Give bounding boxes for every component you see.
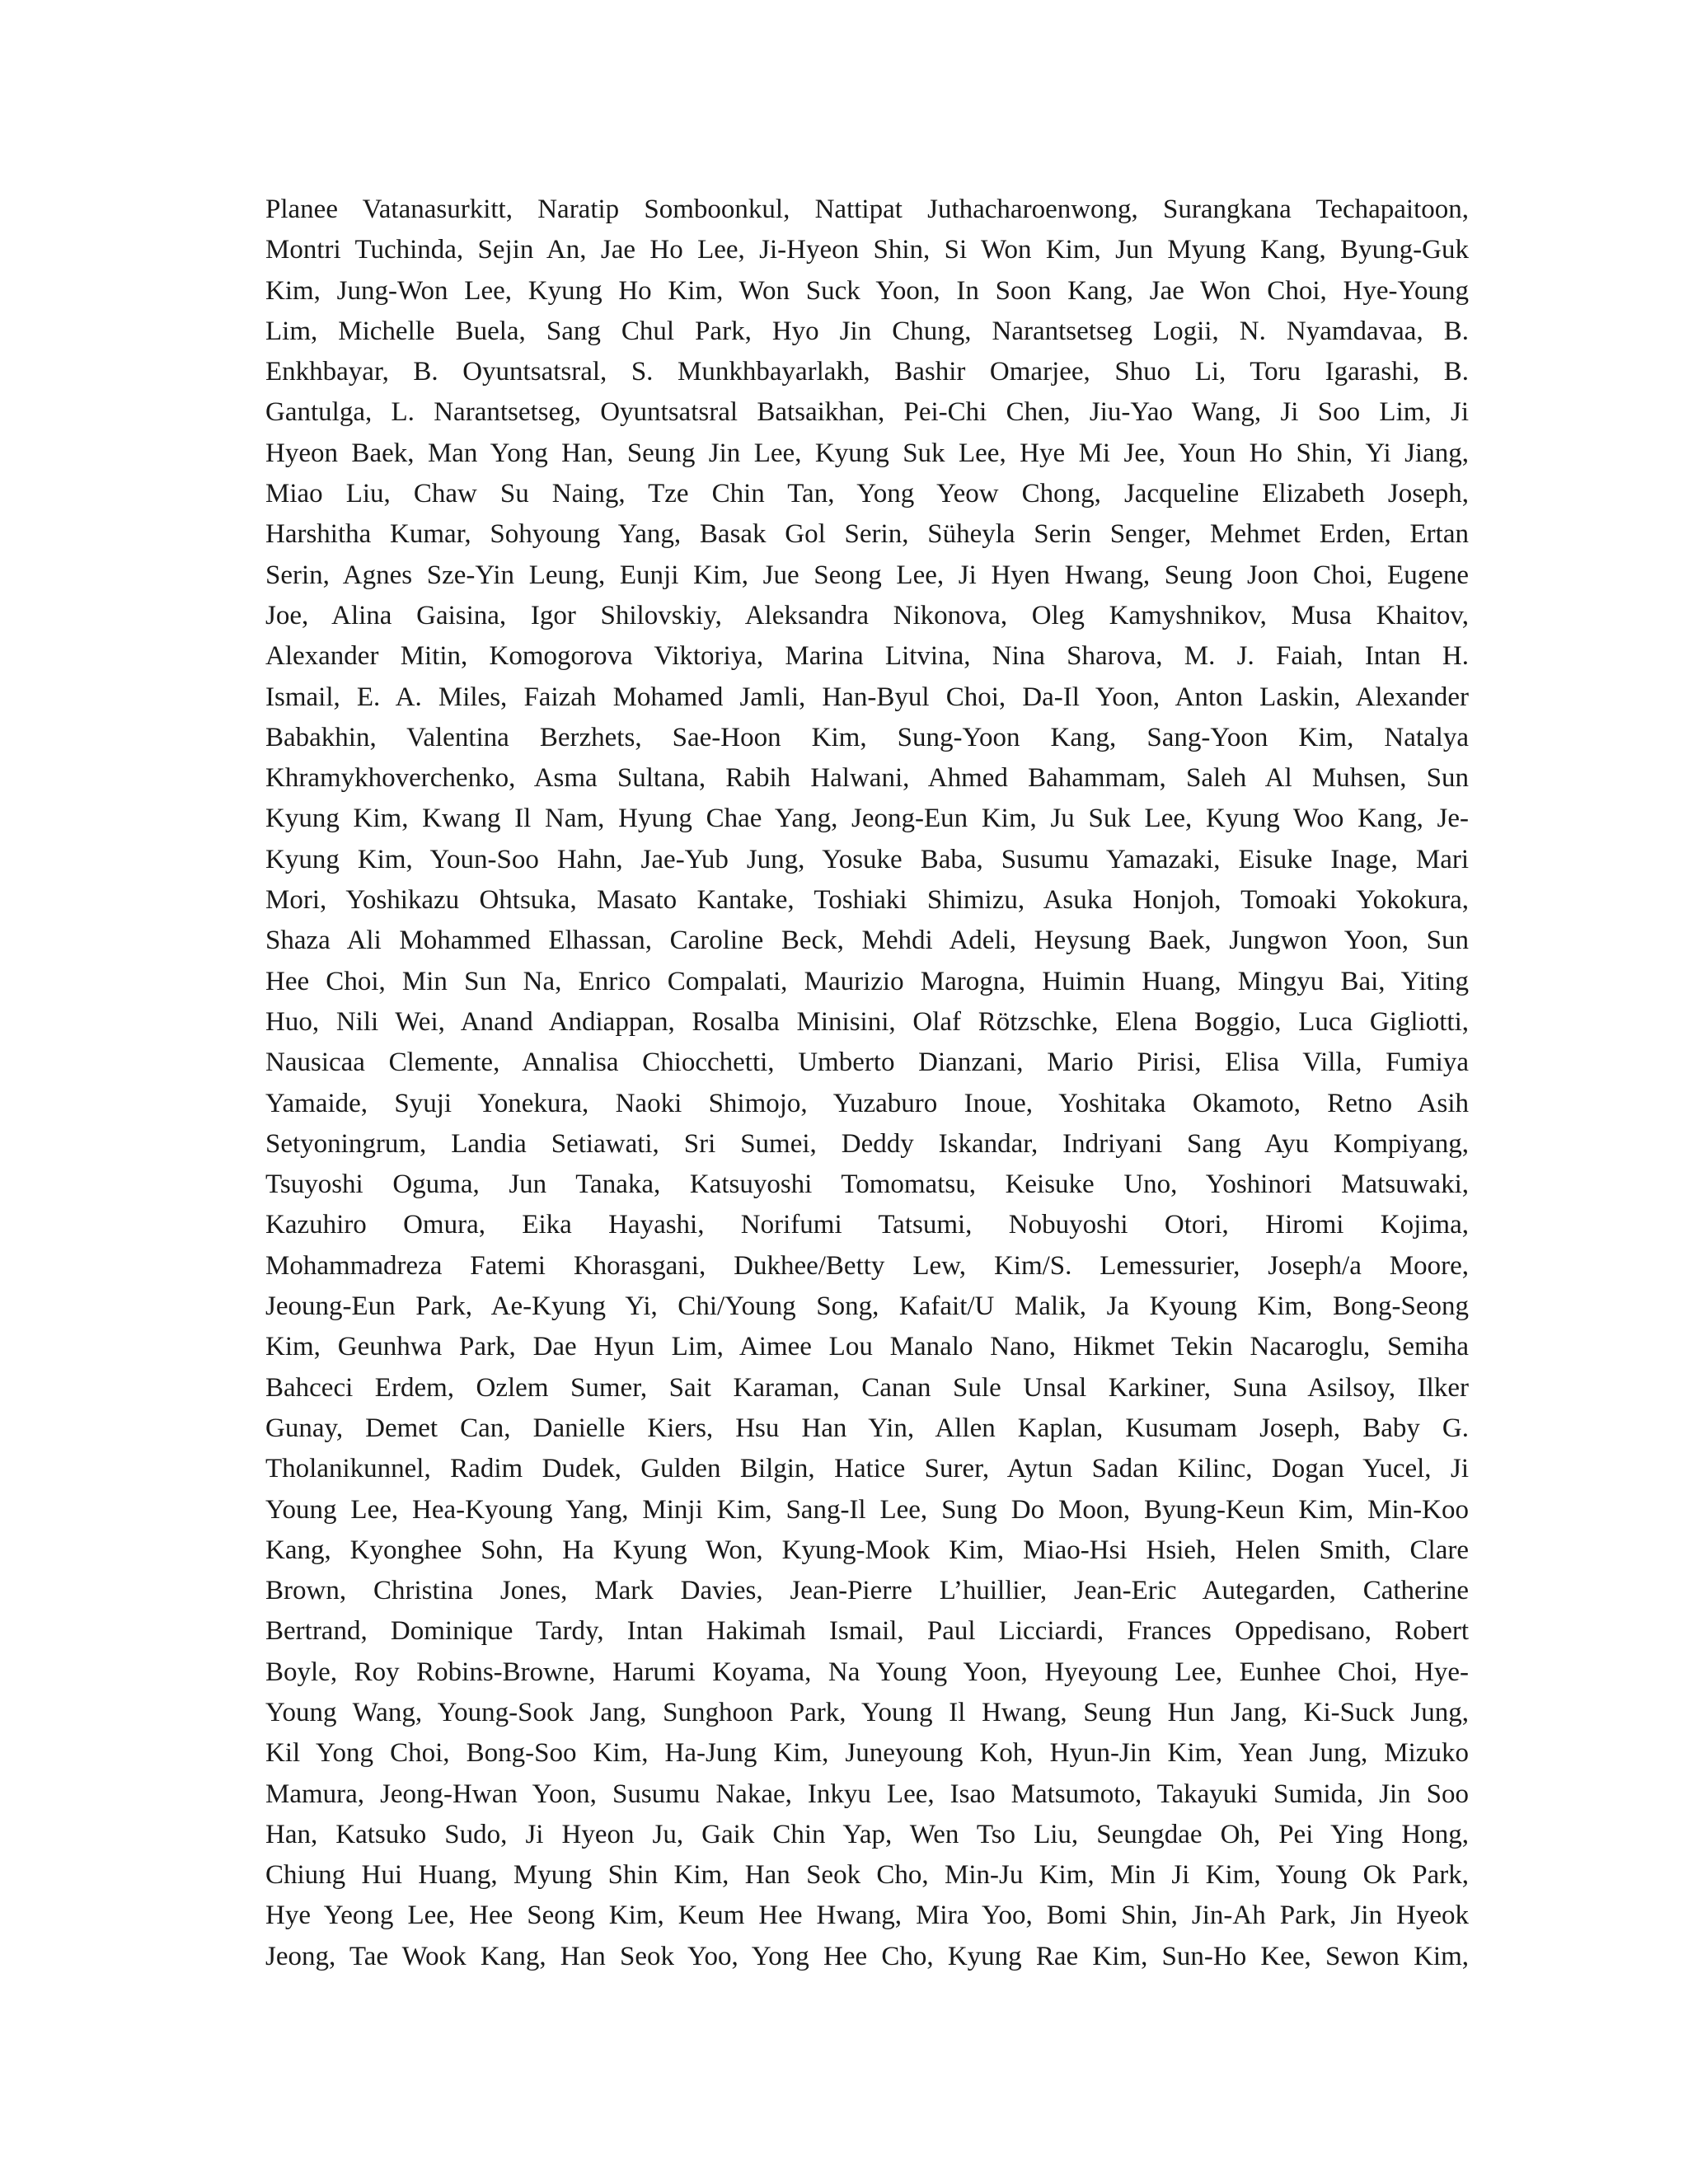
text-line: Miao Liu, Chaw Su Naing, Tze Chin Tan, Yong Yeow Chong, Jacqueline Elizabeth Joseph, bbox=[265, 479, 1469, 509]
text-line: Yamaide, Syuji Yonekura, Naoki Shimojo, Yuzaburo Inoue, Yoshitaka Okamoto, Retno Asih bbox=[265, 1088, 1469, 1118]
text-line: Joe, Alina Gaisina, Igor Shilovskiy, Aleksandra Nikonova, Oleg Kamyshnikov, Musa Khaitov, bbox=[265, 600, 1469, 630]
text-line: Brown, Christina Jones, Mark Davies, Jean-Pierre L’huillier, Jean-Eric Autegarden, Catherine bbox=[265, 1576, 1469, 1606]
text-line: Kim, Jung-Won Lee, Kyung Ho Kim, Won Suck Yoon, In Soon Kang, Jae Won Choi, Hye-Young bbox=[265, 275, 1469, 306]
author-list-paragraph bbox=[265, 190, 1469, 1977]
text-line: Hee Choi, Min Sun Na, Enrico Compalati, Maurizio Marogna, Huimin Huang, Mingyu Bai, Yiting bbox=[265, 966, 1469, 996]
text-line: Kyung Kim, Kwang Il Nam, Hyung Chae Yang, Jeong-Eun Kim, Ju Suk Lee, Kyung Woo Kang, Je- bbox=[265, 804, 1469, 834]
text-line: Mori, Yoshikazu Ohtsuka, Masato Kantake, Toshiaki Shimizu, Asuka Honjoh, Tomoaki Yokokura, bbox=[265, 885, 1469, 916]
text-line: Kim, Geunhwa Park, Dae Hyun Lim, Aimee Lou Manalo Nano, Hikmet Tekin Nacaroglu, Semiha bbox=[265, 1332, 1469, 1362]
text-line: Nausicaa Clemente, Annalisa Chiocchetti, Umberto Dianzani, Mario Pirisi, Elisa Villa, Fumiya bbox=[265, 1047, 1469, 1078]
text-line: Serin, Agnes Sze-Yin Leung, Eunji Kim, Jue Seong Lee, Ji Hyen Hwang, Seung Joon Choi, Eugene bbox=[265, 560, 1469, 590]
text-line: Khramykhoverchenko, Asma Sultana, Rabih Halwani, Ahmed Bahammam, Saleh Al Muhsen, Sun bbox=[265, 763, 1469, 794]
text-line: Hyeon Baek, Man Yong Han, Seung Jin Lee, Kyung Suk Lee, Hye Mi Jee, Youn Ho Shin, Yi Jiang, bbox=[265, 438, 1469, 468]
text-line: Kang, Kyonghee Sohn, Ha Kyung Won, Kyung-Mook Kim, Miao-Hsi Hsieh, Helen Smith, Clare bbox=[265, 1535, 1469, 1565]
text-line: Gantulga, L. Narantsetseg, Oyuntsatsral Batsaikhan, Pei-Chi Chen, Jiu-Yao Wang, Ji Soo Lim, Ji bbox=[265, 397, 1469, 428]
text-line: Babakhin, Valentina Berzhets, Sae-Hoon Kim, Sung-Yoon Kang, Sang-Yoon Kim, Natalya bbox=[265, 722, 1469, 752]
text-line: Kyung Kim, Youn-Soo Hahn, Jae-Yub Jung, Yosuke Baba, Susumu Yamazaki, Eisuke Inage, Mari bbox=[265, 844, 1469, 874]
text-line: Lim, Michelle Buela, Sang Chul Park, Hyo Jin Chung, Narantsetseg Logii, N. Nyamdavaa, B. bbox=[265, 316, 1469, 346]
text-line: Enkhbayar, B. Oyuntsatsral, S. Munkhbayarlakh, Bashir Omarjee, Shuo Li, Toru Igarashi, B. bbox=[265, 357, 1469, 387]
text-line: Jeoung-Eun Park, Ae-Kyung Yi, Chi/Young Song, Kafait/U Malik, Ja Kyoung Kim, Bong-Seong bbox=[265, 1291, 1469, 1322]
text-line: Boyle, Roy Robins-Browne, Harumi Koyama, Na Young Yoon, Hyeyoung Lee, Eunhee Choi, Hye- bbox=[265, 1657, 1469, 1687]
text-line: Bahceci Erdem, Ozlem Sumer, Sait Karaman, Canan Sule Unsal Karkiner, Suna Asilsoy, Ilker bbox=[265, 1372, 1469, 1403]
text-line: Planee Vatanasurkitt, Naratip Somboonkul, Nattipat Juthacharoenwong, Surangkana Techapaitoon, bbox=[265, 194, 1469, 224]
text-line: Bertrand, Dominique Tardy, Intan Hakimah Ismail, Paul Licciardi, Frances Oppedisano, Robert bbox=[265, 1616, 1469, 1647]
text-line: Setyoningrum, Landia Setiawati, Sri Sumei, Deddy Iskandar, Indriyani Sang Ayu Kompiyang, bbox=[265, 1128, 1469, 1159]
text-line: Kazuhiro Omura, Eika Hayashi, Norifumi Tatsumi, Nobuyoshi Otori, Hiromi Kojima, bbox=[265, 1210, 1469, 1240]
text-line: Harshitha Kumar, Sohyoung Yang, Basak Gol Serin, Süheyla Serin Senger, Mehmet Erden, Ertan bbox=[265, 519, 1469, 550]
text-line: Gunay, Demet Can, Danielle Kiers, Hsu Han Yin, Allen Kaplan, Kusumam Joseph, Baby G. bbox=[265, 1413, 1469, 1443]
text-line: Young Lee, Hea-Kyoung Yang, Minji Kim, Sang-Il Lee, Sung Do Moon, Byung-Keun Kim, Min-Koo bbox=[265, 1494, 1469, 1525]
text-line: Ismail, E. A. Miles, Faizah Mohamed Jamli, Han-Byul Choi, Da-Il Yoon, Anton Laskin, Alexander bbox=[265, 682, 1469, 712]
text-line: Han, Katsuko Sudo, Ji Hyeon Ju, Gaik Chin Yap, Wen Tso Liu, Seungdae Oh, Pei Ying Hong, bbox=[265, 1819, 1469, 1849]
text-line: Mamura, Jeong-Hwan Yoon, Susumu Nakae, Inkyu Lee, Isao Matsumoto, Takayuki Sumida, Jin Soo bbox=[265, 1779, 1469, 1809]
text-line: Alexander Mitin, Komogorova Viktoriya, Marina Litvina, Nina Sharova, M. J. Faiah, Intan H. bbox=[265, 641, 1469, 672]
text-line: Tsuyoshi Oguma, Jun Tanaka, Katsuyoshi Tomomatsu, Keisuke Uno, Yoshinori Matsuwaki, bbox=[265, 1169, 1469, 1200]
text-line: Kil Yong Choi, Bong-Soo Kim, Ha-Jung Kim, Juneyoung Koh, Hyun-Jin Kim, Yean Jung, Mizuko bbox=[265, 1738, 1469, 1769]
text-line: Montri Tuchinda, Sejin An, Jae Ho Lee, Ji-Hyeon Shin, Si Won Kim, Jun Myung Kang, Byung-Guk bbox=[265, 235, 1469, 265]
text-line: Jeong, Tae Wook Kang, Han Seok Yoo, Yong Hee Cho, Kyung Rae Kim, Sun-Ho Kee, Sewon Kim, bbox=[265, 1941, 1469, 1971]
text-line: Young Wang, Young-Sook Jang, Sunghoon Park, Young Il Hwang, Seung Hun Jang, Ki-Suck Jung, bbox=[265, 1697, 1469, 1727]
text-line: Chiung Hui Huang, Myung Shin Kim, Han Seok Cho, Min-Ju Kim, Min Ji Kim, Young Ok Park, bbox=[265, 1860, 1469, 1891]
text-line: Tholanikunnel, Radim Dudek, Gulden Bilgin, Hatice Surer, Aytun Sadan Kilinc, Dogan Yucel, Ji bbox=[265, 1454, 1469, 1484]
text-line: Mohammadreza Fatemi Khorasgani, Dukhee/Betty Lew, Kim/S. Lemessurier, Joseph/a Moore, bbox=[265, 1250, 1469, 1281]
text-line: Huo, Nili Wei, Anand Andiappan, Rosalba Minisini, Olaf Rötzschke, Elena Boggio, Luca Gigliotti, bbox=[265, 1006, 1469, 1037]
text-line: Shaza Ali Mohammed Elhassan, Caroline Beck, Mehdi Adeli, Heysung Baek, Jungwon Yoon, Sun bbox=[265, 926, 1469, 956]
text-line: Hye Yeong Lee, Hee Seong Kim, Keum Hee Hwang, Mira Yoo, Bomi Shin, Jin-Ah Park, Jin Hyeok bbox=[265, 1900, 1469, 1931]
